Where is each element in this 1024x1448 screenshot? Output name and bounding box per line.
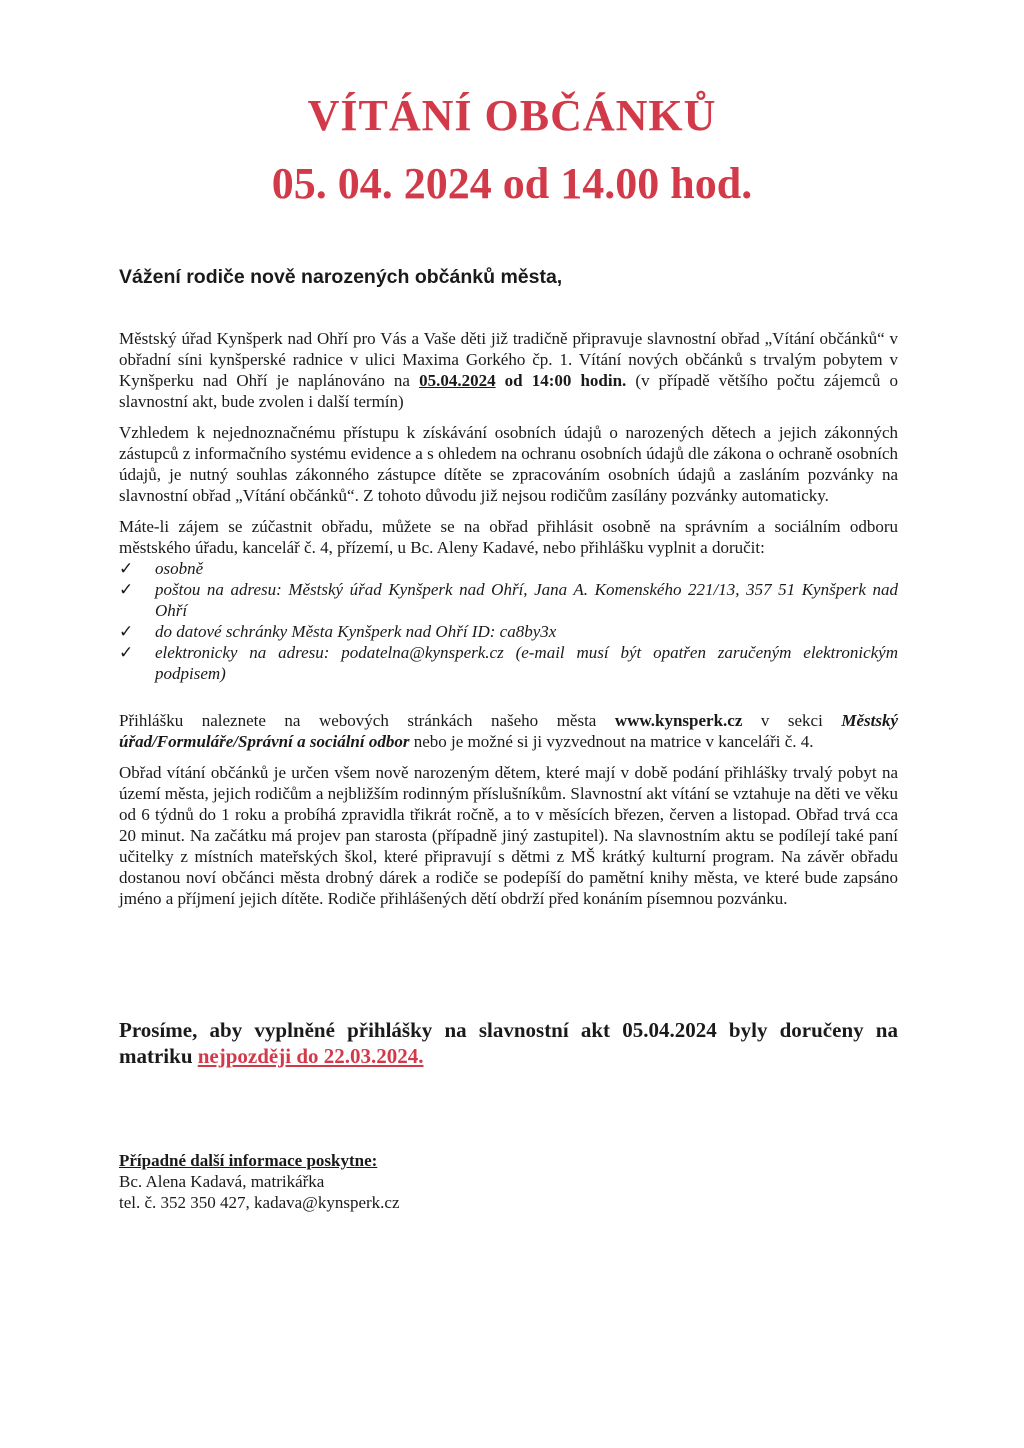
checkmark-icon: ✓ (119, 580, 134, 599)
main-content (119, 328, 898, 919)
notice-text: Prosíme, aby vyplněné přihlášky na slavnostní akt 05.04.2024 byly doručeny na matriku (119, 1018, 898, 1068)
contact-phone-email: tel. č. 352 350 427, kadava@kynsperk.cz (119, 1193, 400, 1212)
event-time: od 14:00 hodin. (495, 371, 627, 390)
list-item-text: do datové schránky Města Kynšperk nad Ohří ID: ca8by3x (155, 622, 557, 641)
intro-paragraph (119, 328, 898, 412)
privacy-paragraph: Vzhledem k nejednoznačnému přístupu k získávání osobních údajů o narozených dětech a jejich zákonných zástupců z informačního systému evidence a s ohledem na ochranu osobních údajů dle zákona o ochraně osobních údajů, je nutný souhlas zákonného zástupce dítěte se zpracováním osobních údajů a zasláním pozvánky na slavnostní obřad „Vítání občánků“. Z tohoto důvodu již nejsou rodičům zasílány pozvánky automaticky. (119, 423, 898, 505)
list-item-text: elektronicky na adresu: podatelna@kynsperk.cz (e-mail musí být opatřen zaručeným elektronickým podpisem) (155, 643, 898, 683)
page-title: VÍTÁNÍ OBČÁNKŮ (307, 91, 717, 140)
checkmark-icon: ✓ (119, 643, 134, 662)
greeting: Vážení rodiče nově narozených občánků města, (119, 266, 563, 288)
contact-heading: Případné další informace poskytne: (119, 1151, 378, 1170)
event-date-heading: 05. 04. 2024 od 14.00 hod. (271, 159, 753, 208)
intro-note: (v případě většího počtu zájemců o slavnostní akt, bude zvolen i další termín) (119, 371, 899, 411)
form-text-2: v sekci (742, 711, 842, 730)
event-date: 05.04.2024 (419, 371, 496, 390)
deadline-date: nejpozději do 22.03.2024. (197, 1044, 424, 1068)
form-location-paragraph (119, 710, 898, 752)
list-item (119, 558, 898, 579)
ceremony-paragraph: Obřad vítání občánků je určen všem nově narozeným dětem, které mají v době podání přihlášky trvalý pobyt na území města, jejich rodičům a nejbližším rodinným příslušníkům. Slavnostní akt vítání se vztahuje na děti ve věku od 6 týdnů do 1 roku a probíhá zpravidla třikrát ročně, a to v měsících březen, červen a listopad. Obřad trvá cca 20 minut. Na začátku má projev pan starosta (případně jiný zastupitel). Na slavnostním aktu se podílejí také paní učitelky z místních mateřských škol, které připravují s dětmi z MŠ krátký kulturní program. Na závěr obřadu dostanou noví občánci města drobný dárek a rodiče se podepíší do pamětní knihy města, ve které bude zapsáno jméno a příjmení jejich dítěte. Rodiče přihlášených dětí obdrží před konáním písemnou pozvánku. (119, 763, 899, 908)
checkmark-icon: ✓ (119, 622, 134, 641)
list-item (119, 621, 898, 642)
list-item (119, 579, 898, 621)
list-item-text: poštou na adresu: Městský úřad Kynšperk nad Ohří, Jana A. Komenského 221/13, 357 51 Kynšperk nad Ohří (155, 580, 898, 620)
deadline-notice (119, 1017, 898, 1069)
website-section: Městský úřad/Formuláře/Správní a sociální odbor (119, 711, 898, 751)
intro-text: Městský úřad Kynšperk nad Ohří pro Vás a Vaše děti již tradičně připravuje slavnostní obřad „Vítání občánků“ v obřadní síni kynšperské radnice v ulici Maxima Gorkého čp. 1. Vítání nových občánků s trvalým pobytem v Kynšperku nad Ohří je naplánováno na (119, 329, 898, 390)
form-text-3: nebo je možné si ji vyzvednout na matrice v kanceláři č. 4. (409, 732, 814, 751)
form-text: Přihlášku naleznete na webových stránkách našeho města (119, 711, 615, 730)
contact-name: Bc. Alena Kadavá, matrikářka (119, 1172, 325, 1191)
list-item-text: osobně (155, 559, 204, 578)
list-item (119, 642, 898, 684)
website-link[interactable]: www.kynsperk.cz (614, 711, 743, 730)
contact-block (119, 1150, 400, 1213)
delivery-options-list (119, 558, 898, 684)
registration-paragraph: Máte-li zájem se zúčastnit obřadu, můžete se na obřad přihlásit osobně na správním a sociálním odboru městského úřadu, kancelář č. 4, přízemí, u Bc. Aleny Kadavé, nebo přihlášku vyplnit a doručit: (119, 517, 898, 557)
checkmark-icon: ✓ (119, 559, 134, 578)
